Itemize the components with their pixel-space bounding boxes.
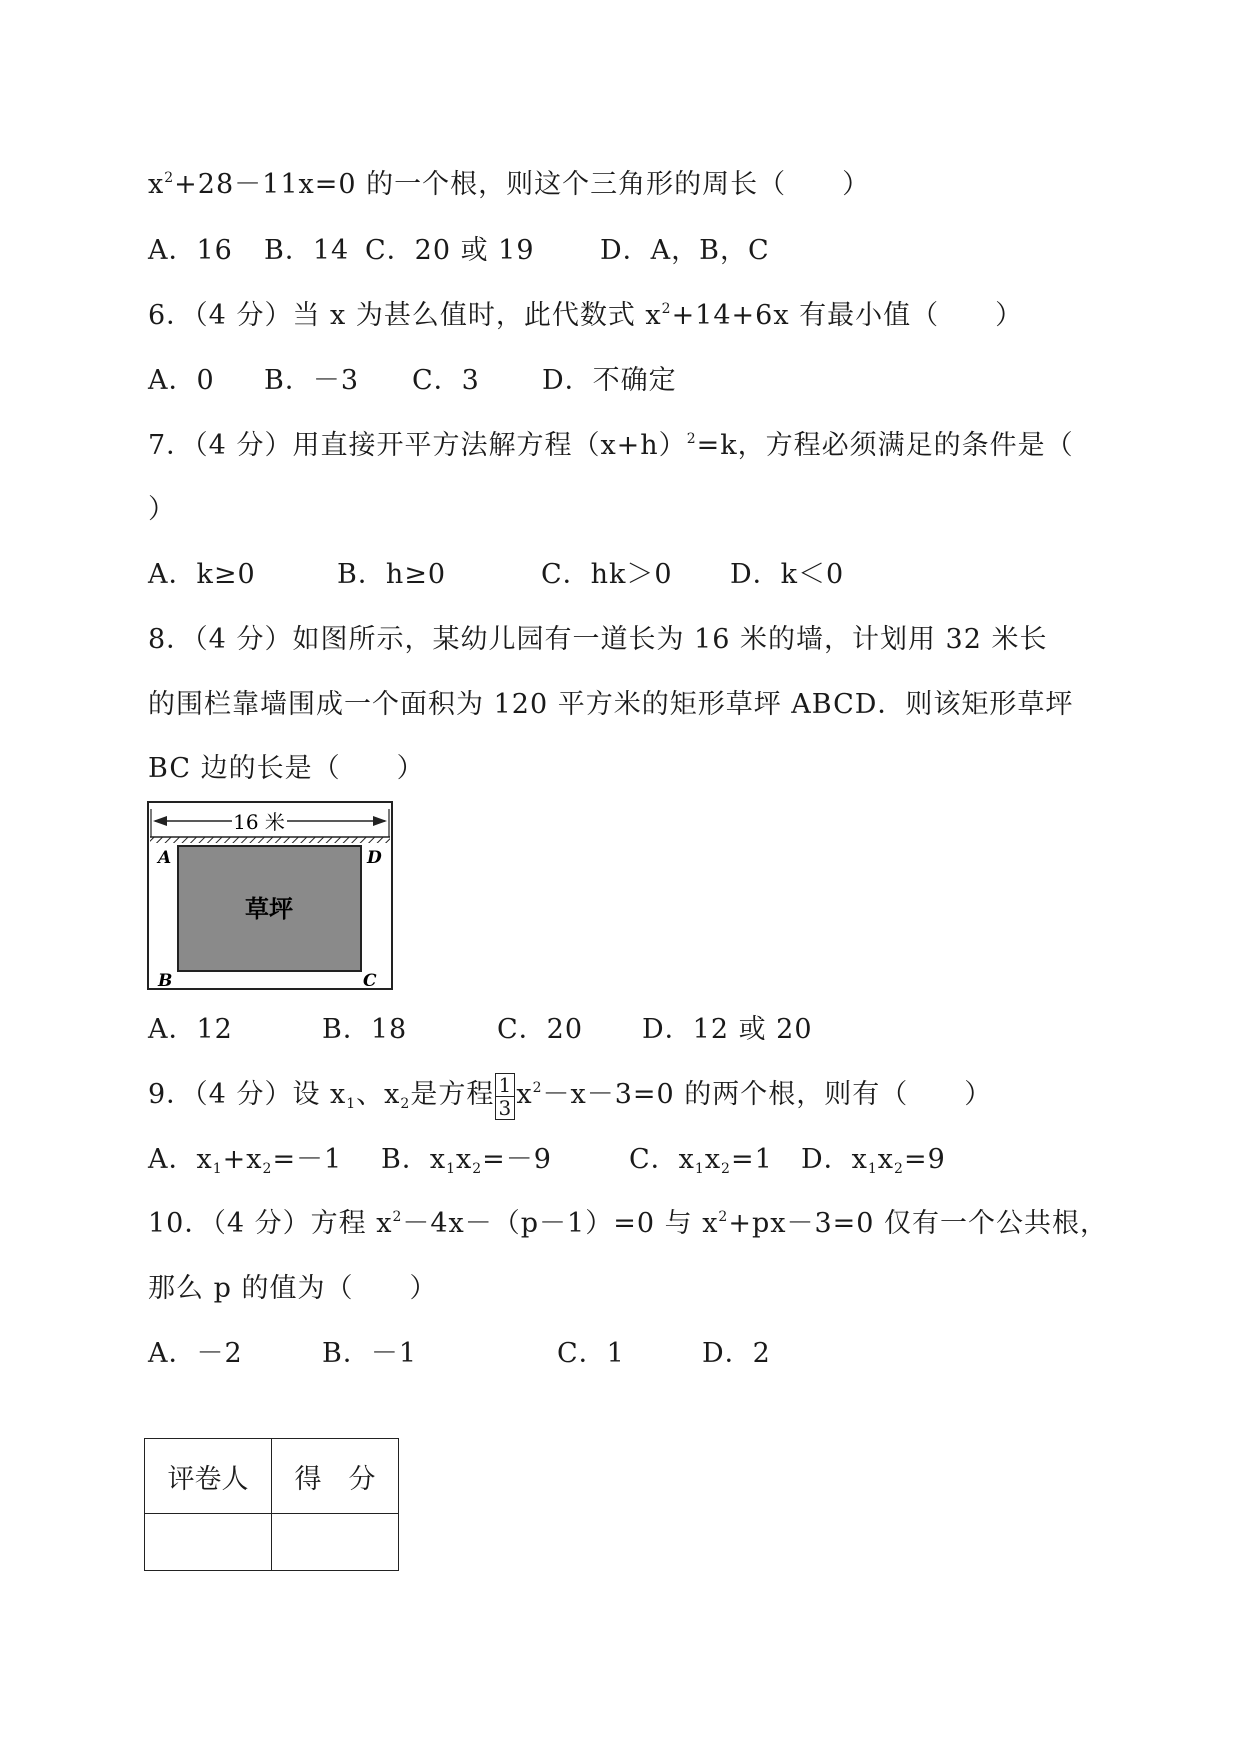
q9-option-c: C．$x_1x_2=1$: [629, 1144, 773, 1177]
score-table: [144, 1438, 399, 1571]
q10-stem-cont: 那么 p 的值为（ ）: [148, 1273, 438, 1304]
wall-hatching: [150, 837, 390, 843]
q10-option-a: A．－2: [148, 1338, 243, 1369]
q8-stem-line3: BC 边的长是（ ）: [148, 753, 425, 784]
q6-option-b: B．－3: [264, 365, 360, 396]
reviewer-header: 评卷人: [145, 1439, 272, 1514]
q10-option-c: C．1: [557, 1338, 625, 1369]
q7-stem-cont: ）: [148, 494, 176, 525]
q10-options: [148, 1331, 771, 1370]
reviewer-cell[interactable]: [145, 1514, 272, 1571]
q8-options: [148, 1007, 813, 1046]
q7-option-c: C．hk＞0: [541, 559, 673, 590]
q8-option-a: A．12: [148, 1014, 233, 1045]
q6-stem: 6．（4 分）当 x 为甚么值时，此代数式 $x^2+14+6x$ 有最小值（ ）: [148, 300, 1024, 331]
vertex-d-label: D: [367, 848, 382, 868]
q9-stem: 9．（4 分）设 $x_1$、$x_2$是方程 $\frac{1}{3}$ $x^2-x-3=0$ 的两个根，则有（ ）: [148, 1073, 993, 1120]
q5-option-b: B．14: [264, 235, 350, 266]
q5-option-c: C．20 或 19: [365, 235, 535, 266]
q9-option-b: B．$x_1x_2=-9$: [381, 1144, 552, 1177]
vertex-b-label: B: [158, 971, 173, 990]
vertex-a-label: A: [158, 848, 172, 868]
q6-options: [148, 358, 677, 397]
q8-option-d: D．12 或 20: [642, 1014, 813, 1045]
q6-option-a: A．0: [148, 365, 215, 396]
lawn-figure: [147, 801, 393, 990]
q7-option-a: A．k≥0: [148, 559, 256, 590]
lawn-label: 草坪: [245, 895, 293, 923]
q9-option-a: A．$x_1+x_2=-1$: [148, 1144, 343, 1177]
q10-option-b: B．－1: [322, 1338, 418, 1369]
q8-option-c: C．20: [497, 1014, 584, 1045]
q7-option-b: B．h≥0: [337, 559, 447, 590]
q8-stem-line1: 8．（4 分）如图所示，某幼儿园有一道长为 16 米的墙，计划用 32 米长: [148, 624, 1048, 655]
wall-length-label: 16 米: [233, 810, 285, 834]
q9-options: [148, 1137, 946, 1177]
fraction-one-third: $\frac{1}{3}$: [495, 1073, 515, 1120]
score-header: 得 分: [272, 1439, 399, 1514]
q5-options: [148, 228, 770, 267]
q7-option-d: D．k＜0: [730, 559, 845, 590]
q8-option-b: B．18: [322, 1014, 408, 1045]
q7-stem: 7．（4 分）用直接开平方法解方程$(x+h)^2=k$，方程必须满足的条件是（: [148, 430, 1074, 461]
q6-option-d: D．不确定: [542, 365, 677, 396]
vertex-c-label: C: [363, 971, 377, 990]
q7-options: [148, 552, 844, 591]
q10-option-d: D．2: [702, 1338, 771, 1369]
score-cell[interactable]: [272, 1514, 399, 1571]
q5-option-d: D．A，B，C: [600, 235, 770, 266]
q6-option-c: C．3: [412, 365, 480, 396]
q5-option-a: A．16: [148, 235, 233, 266]
q8-stem-line2: 的围栏靠墙围成一个面积为 120 平方米的矩形草坪 ABCD．则该矩形草坪: [148, 689, 1074, 720]
q9-option-d: D．$x_1x_2=9$: [801, 1144, 946, 1177]
q5-stem-tail: $x^2+28-11x=0$ 的一个根，则这个三角形的周长（ ）: [148, 169, 871, 200]
q10-stem: 10．（4 分）方程 $x^2-4x-(p-1)=0$ 与 $x^2+px-3=0$ 仅有一个公共根，: [148, 1208, 1109, 1239]
